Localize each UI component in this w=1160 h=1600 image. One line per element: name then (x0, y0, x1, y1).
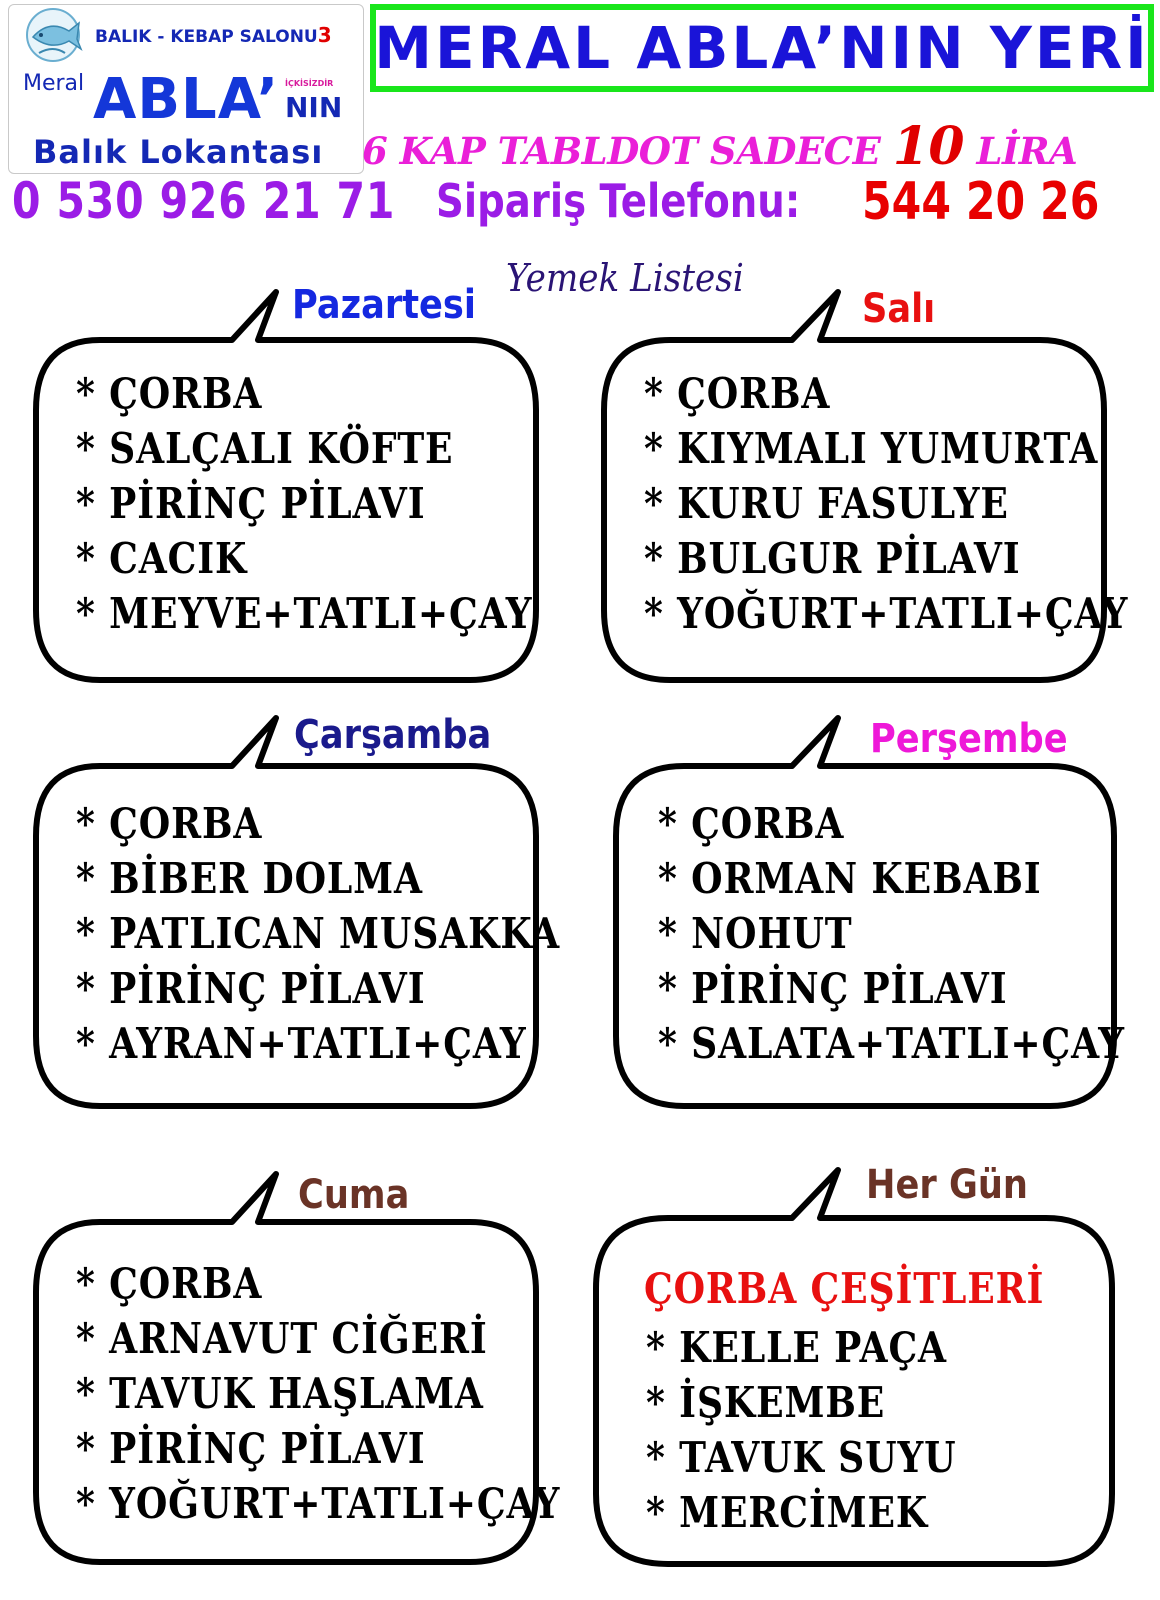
list-item: * ÇORBA (76, 1259, 263, 1308)
list-item: * MEYVE+TATLI+ÇAY (76, 589, 533, 638)
menu-list-cuma (76, 1256, 639, 1531)
logo-restaurant-name: Balık Lokantası (33, 133, 324, 171)
list-item: * AYRAN+TATLI+ÇAY (76, 1019, 527, 1068)
list-item: * SALÇALI KÖFTE (76, 424, 454, 473)
list-item: * ARNAVUT CİĞERİ (76, 1314, 488, 1363)
list-item: * ORMAN KEBABI (658, 854, 1042, 903)
list-item: * TAVUK SUYU (646, 1433, 957, 1482)
menu-list-sali (644, 366, 1160, 641)
list-item: * BİBER DOLMA (76, 854, 423, 903)
list-item: * KELLE PAÇA (646, 1323, 947, 1372)
promo-currency: LİRA (976, 129, 1078, 173)
logo-top-line: BALIK - KEBAP SALONU3 (95, 23, 332, 47)
promo-text: 6 KAP TABLDOT SADECE (362, 129, 881, 173)
list-item: * ÇORBA (644, 369, 831, 418)
day-label-carsamba: Çarşamba (294, 712, 492, 758)
list-item: * İŞKEMBE (646, 1378, 886, 1427)
order-phone-number: 544 20 26 (862, 172, 1100, 232)
list-item: * PİRİNÇ PİLAVI (76, 1424, 426, 1473)
logo-top-number: 3 (317, 23, 332, 47)
day-label-pazartesi: Pazartesi (292, 282, 476, 328)
menu-subtitle: Yemek Listesi (506, 256, 744, 300)
day-label-her-gun: Her Gün (866, 1162, 1028, 1208)
logo-nin: NIN (285, 91, 343, 124)
list-item: * ÇORBA (76, 369, 263, 418)
list-item: * KURU FASULYE (644, 479, 1009, 528)
logo-meral: Meral (23, 71, 85, 96)
phone-number: 0 530 926 21 71 (12, 172, 396, 230)
list-item: * PATLICAN MUSAKKA (76, 909, 561, 958)
list-item: * ÇORBA (658, 799, 845, 848)
logo-no-alcohol-tag: İÇKİSİZDİR (285, 79, 334, 88)
list-item: * CACIK (76, 534, 248, 583)
list-item: * BULGUR PİLAVI (644, 534, 1021, 583)
list-item: * ÇORBA (76, 799, 263, 848)
list-item: * YOĞURT+TATLI+ÇAY (76, 1479, 561, 1528)
list-item: * YOĞURT+TATLI+ÇAY (644, 589, 1129, 638)
day-label-sali: Salı (862, 286, 936, 332)
day-label-cuma: Cuma (298, 1172, 410, 1218)
list-item: * NOHUT (658, 909, 853, 958)
list-item: * KIYMALI YUMURTA (644, 424, 1099, 473)
day-label-persembe: Perşembe (870, 716, 1068, 762)
menu-list-pazartesi (76, 366, 607, 641)
menu-list-carsamba (76, 796, 639, 1071)
main-title: MERAL ABLA’NIN YERİ (374, 14, 1150, 82)
soup-varieties-heading: ÇORBA ÇEŞİTLERİ (644, 1264, 1045, 1313)
promo-price: 10 (892, 116, 965, 177)
list-item: * MERCİMEK (646, 1488, 929, 1537)
list-item: * TAVUK HAŞLAMA (76, 1369, 484, 1418)
menu-list-her-gun (646, 1320, 1007, 1540)
logo-abla: ABLA’ (93, 67, 280, 132)
list-item: * SALATA+TATLI+ÇAY (658, 1019, 1125, 1068)
menu-list-persembe (658, 796, 1160, 1071)
list-item: * PİRİNÇ PİLAVI (658, 964, 1008, 1013)
list-item: * PİRİNÇ PİLAVI (76, 479, 426, 528)
list-item: * PİRİNÇ PİLAVI (76, 964, 426, 1013)
order-phone-label: Sipariş Telefonu: (436, 174, 801, 228)
